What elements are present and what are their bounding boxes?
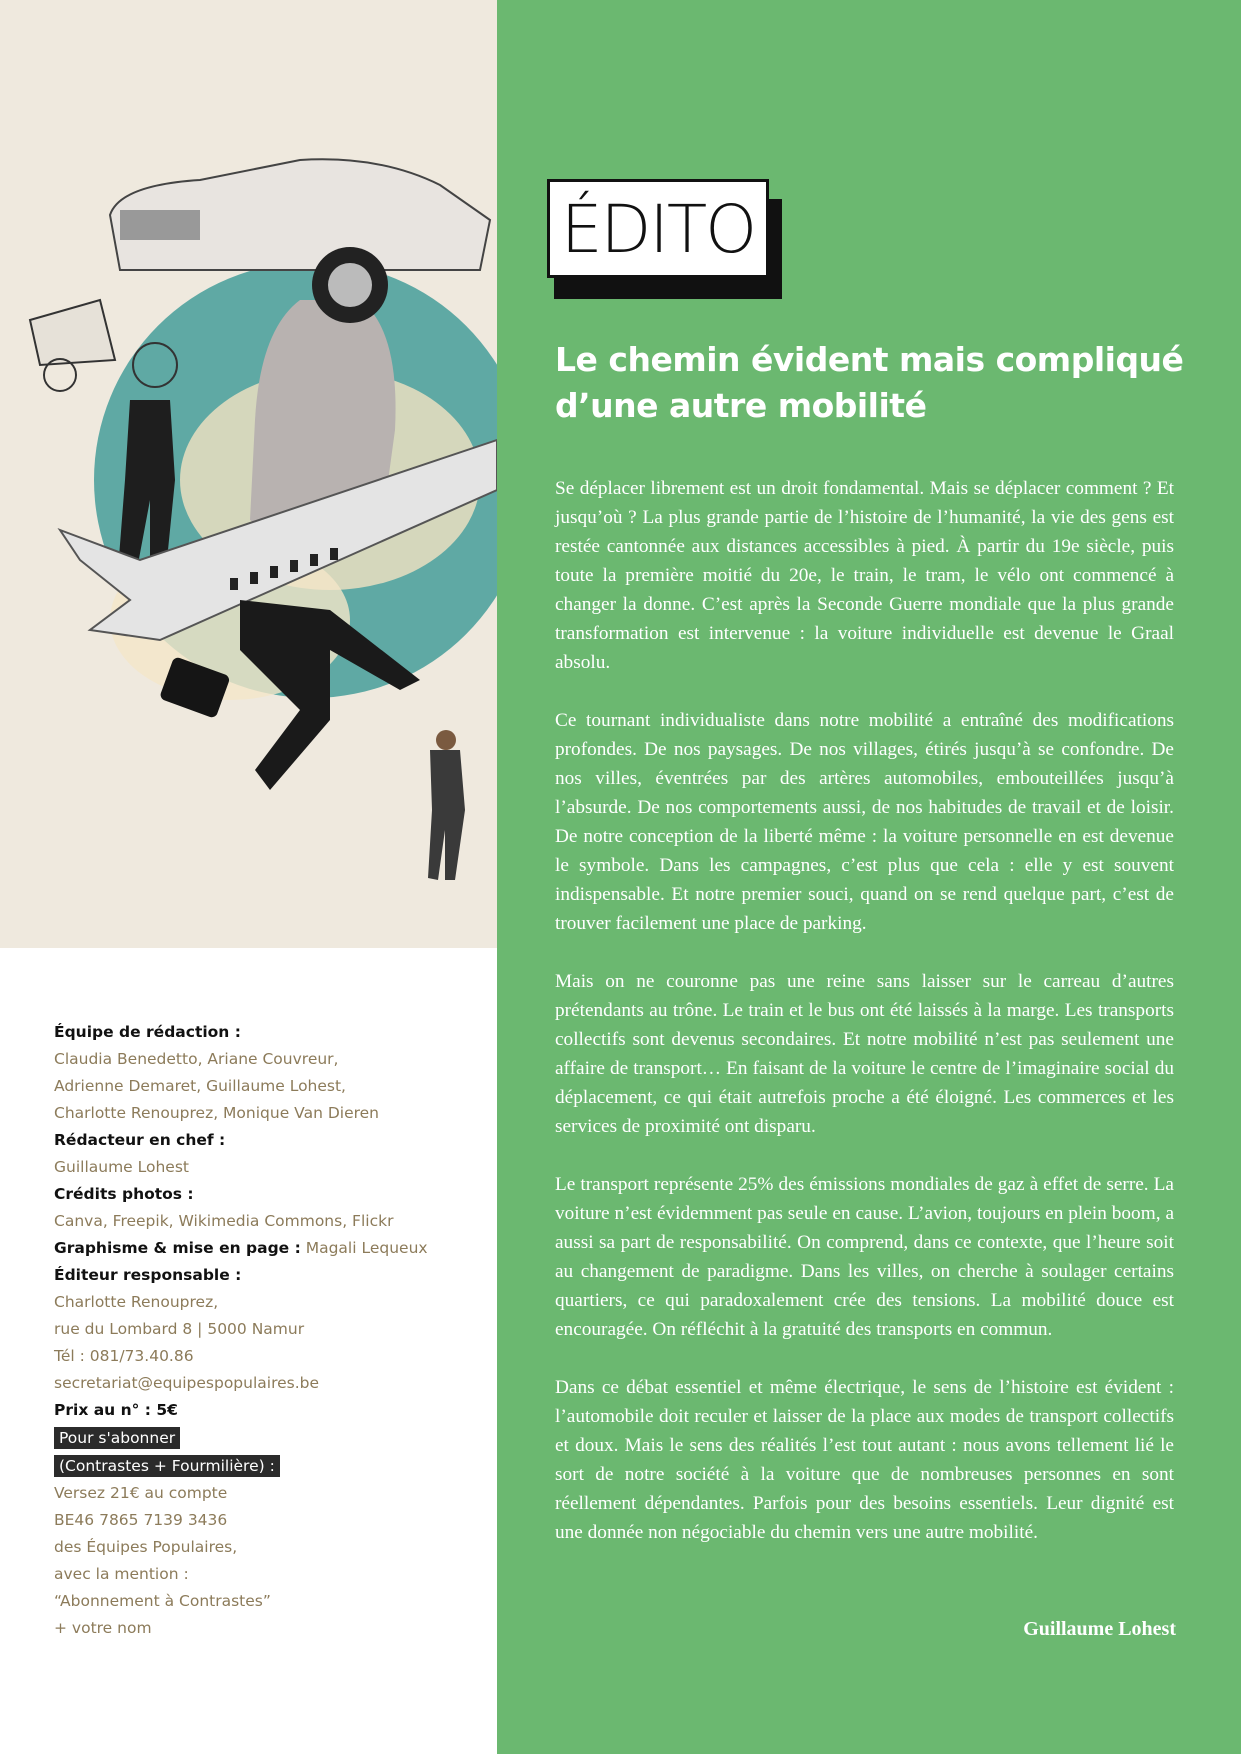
redaction-name-line: Charlotte Renouprez, Monique Van Dieren: [54, 1104, 379, 1122]
subscribe-highlight: (Contrastes + Fourmilière) :: [54, 1455, 280, 1477]
chief-label: Rédacteur en chef :: [54, 1131, 226, 1149]
body-paragraph: Dans ce débat essentiel et même électrique, le sens de l’histoire est évident : l’automobile doit reculer et laisser de la place aux modes de transport collectifs et doux. Mais le sens des réalités l’est tout autant : nous avons tellement lié le sort de notre société à la voiture que de nombreuses personnes en sont réellement dépendantes. Parfois pour des besoins essentiels. Leur dignité est une donnée non négociable du chemin vers une autre mobilité.: [555, 1377, 1174, 1543]
edito-badge-text: ÉDITO: [560, 191, 756, 268]
editor-line: rue du Lombard 8 | 5000 Namur: [54, 1320, 305, 1338]
headline-line-1: Le chemin évident mais compliqué: [555, 340, 1184, 379]
redaction-name-line: Adrienne Demaret, Guillaume Lohest,: [54, 1077, 346, 1095]
body-paragraph: Se déplacer librement est un droit fondamental. Mais se déplacer comment ? Et jusqu’où ? La plus grande partie de l’histoire de l’humanité, la vie des gens est restée cantonnée aux distances accessibles à pied. À partir du 19e siècle, puis toute la première moitié du 20e, le train, le tram, le vélo ont commencé à changer la donne. C’est après la Seconde Guerre mondiale que la plus grande transformation est intervenue : la voiture individuelle est devenue le Graal absolu.: [555, 478, 1174, 673]
editor-line: Charlotte Renouprez,: [54, 1293, 219, 1311]
subscribe-highlight: Pour s'abonner: [54, 1427, 180, 1449]
editor-email: secretariat@equipespopulaires.be: [54, 1374, 320, 1392]
design-label: Graphisme & mise en page :: [54, 1239, 301, 1257]
subscribe-line: + votre nom: [54, 1619, 152, 1637]
photos-value: Canva, Freepik, Wikimedia Commons, Flickr: [54, 1212, 394, 1230]
edito-badge: [547, 179, 769, 278]
collage-image: [0, 0, 497, 948]
credits-block: [54, 1019, 474, 1642]
photos-label: Crédits photos :: [54, 1185, 194, 1203]
price-label: Prix au n° : 5€: [54, 1401, 178, 1419]
redaction-name-line: Claudia Benedetto, Ariane Couvreur,: [54, 1050, 339, 1068]
collage-illustration: [0, 0, 497, 948]
editor-line: Tél : 081/73.40.86: [54, 1347, 194, 1365]
author-signature: Guillaume Lohest: [1023, 1618, 1176, 1640]
subscribe-line: BE46 7865 7139 3436: [54, 1511, 228, 1529]
subscribe-line: avec la mention :: [54, 1565, 189, 1583]
left-column: [0, 0, 497, 1754]
design-row: [54, 1235, 474, 1262]
body-paragraph: Ce tournant individualiste dans notre mobilité a entraîné des modifications profondes. De nos paysages. De nos villages, étirés jusqu’à se confondre. De nos villes, éventrées par des artères automobiles, embouteillées jusqu’à l’absurde. De nos comportements aussi, de nos habitudes de travail et de loisir. De notre conception de la liberté même : la voiture personnelle en est devenue le symbole. Dans les campagnes, c’est plus que cela : elle y est souvent indispensable. Et notre premier souci, quand on se rend quelque part, c’est de trouver facilement une place de parking.: [555, 710, 1174, 934]
subscribe-line: des Équipes Populaires,: [54, 1538, 238, 1556]
edito-headline: [555, 337, 1195, 429]
editor-label: Éditeur responsable :: [54, 1266, 242, 1284]
design-value: Magali Lequeux: [305, 1239, 428, 1257]
headline-line-2: d’une autre mobilité: [555, 386, 927, 425]
chief-name: Guillaume Lohest: [54, 1158, 189, 1176]
edito-panel: [497, 0, 1241, 1754]
body-paragraph: Le transport représente 25% des émissions mondiales de gaz à effet de serre. La voiture n’est évidemment pas seule en cause. L’avion, toujours en plein boom, a aussi sa part de responsabilité. On comprend, dans ce contexte, que l’heure soit au changement de paradigme. Dans les villes, on cherche à soulager certains quartiers, ce qui paradoxalement crée des tensions. La mobilité douce est encouragée. On réfléchit à la gratuité des transports en commun.: [555, 1174, 1174, 1340]
subscribe-line: “Abonnement à Contrastes”: [54, 1592, 271, 1610]
edito-body: [555, 474, 1174, 1576]
redaction-label: Équipe de rédaction :: [54, 1023, 241, 1041]
body-paragraph: Mais on ne couronne pas une reine sans laisser sur le carreau d’autres prétendants au trône. Le train et le bus ont été laissés à la marge. Les transports collectifs sont devenus secondaires. Et notre mobilité n’est pas seulement une affaire de transport… En faisant de la voiture le centre de l’imaginaire social du déplacement, ce qui était autrefois proche a été éloigné. Les commerces et les services de proximité ont disparu.: [555, 971, 1174, 1137]
subscribe-line: Versez 21€ au compte: [54, 1484, 228, 1502]
